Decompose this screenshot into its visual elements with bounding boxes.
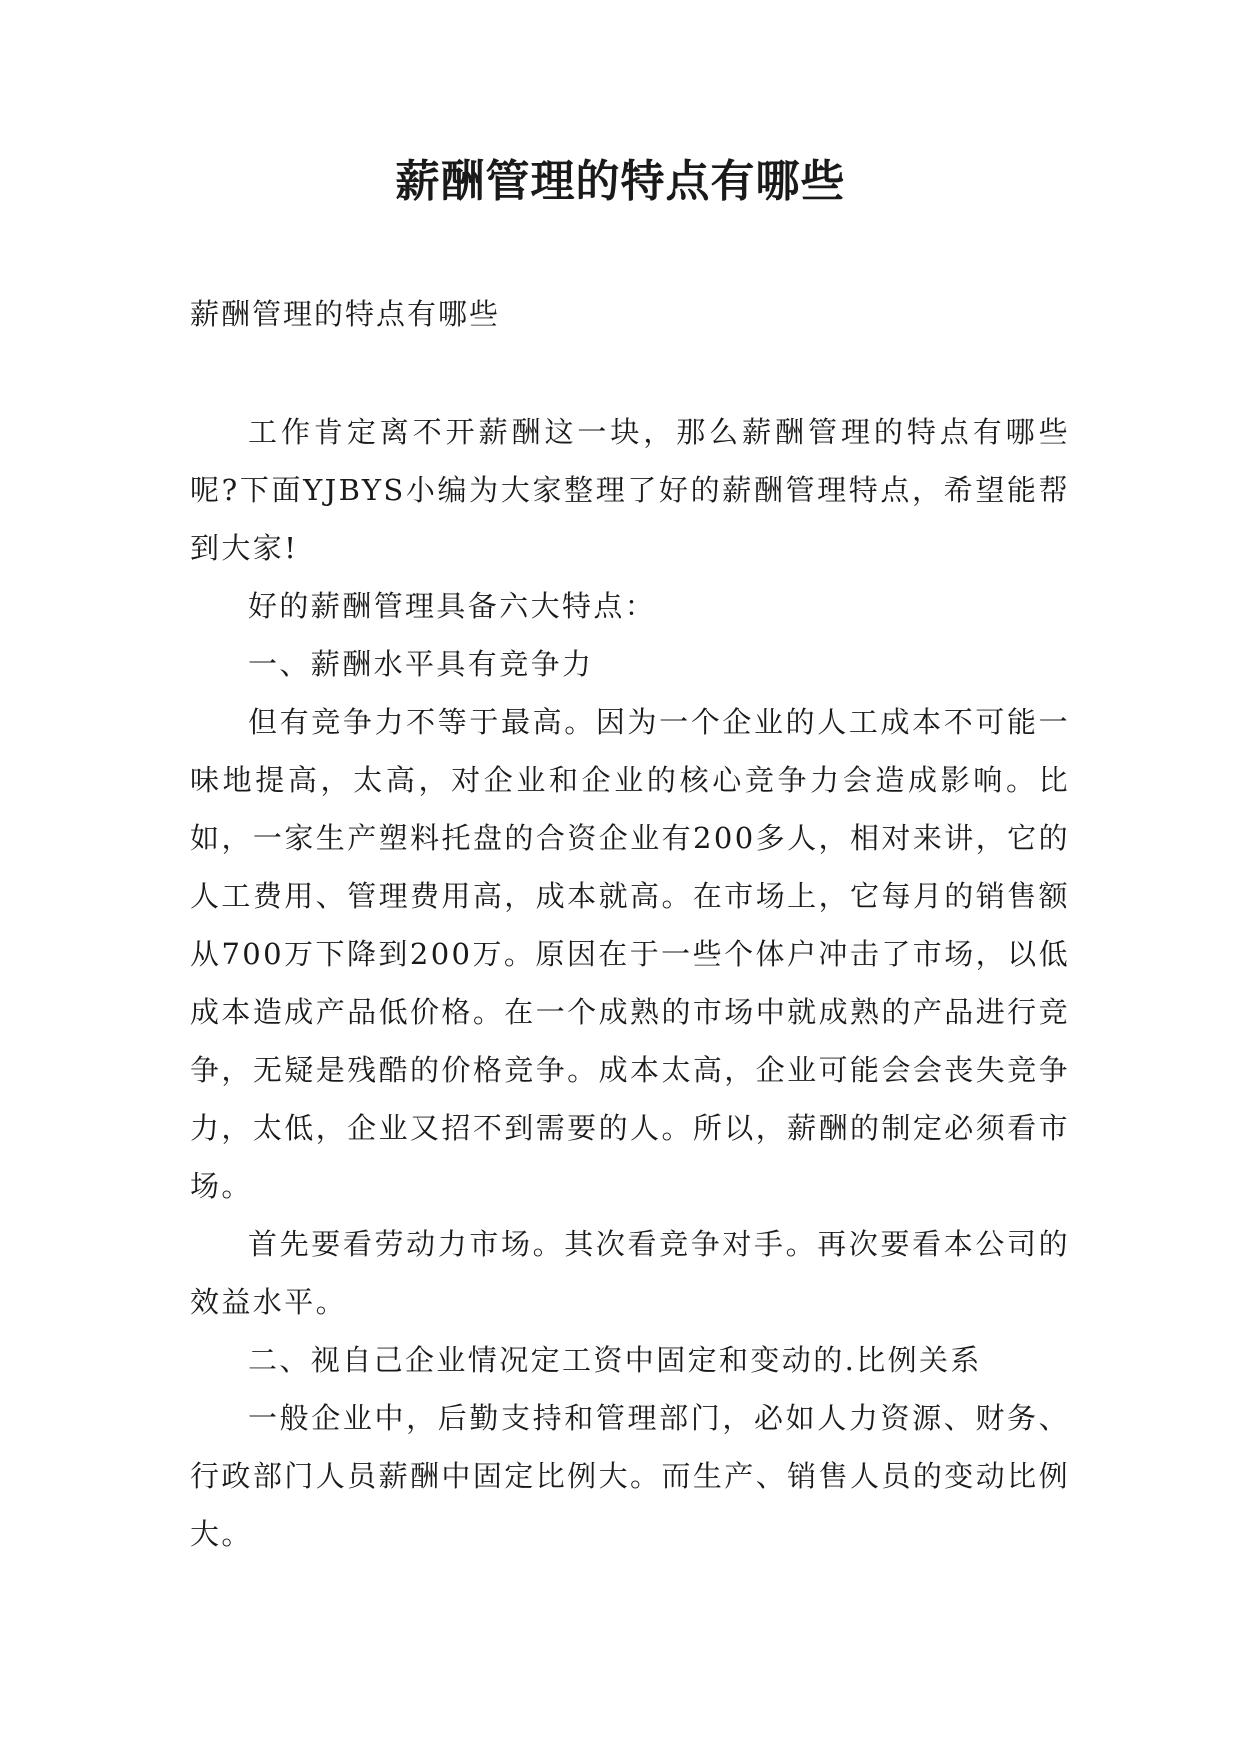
paragraph-market-factors: 首先要看劳动力市场。其次看竞争对手。再次要看本公司的效益水平。 bbox=[190, 1227, 1070, 1319]
section-heading-2: 二、视自己企业情况定工资中固定和变动的.比例关系 bbox=[248, 1343, 982, 1377]
section-heading-1: 一、薪酬水平具有竞争力 bbox=[248, 647, 594, 681]
document-subtitle: 薪酬管理的特点有哪些 bbox=[190, 297, 501, 331]
paragraph-competitiveness: 但有竞争力不等于最高。因为一个企业的人工成本不可能一味地提高，太高，对企业和企业的核心竞争力会造成影响。比如，一家生产塑料托盘的合资企业有200多人，相对来讲，它的人工费用、管理费用高，成本就高。在市场上，它每月的销售额从700万下降到200万。原因在于一些个体户冲击了市场，以低成本造成产品低价格。在一个成熟的市场中就成熟的产品进行竞争，无疑是残酷的价格竞争。成本太高，企业可能会会丧失竞争力，太低，企业又招不到需要的人。所以，薪酬的制定必须看市场。 bbox=[190, 705, 1070, 1203]
paragraph-six-features: 好的薪酬管理具备六大特点： bbox=[248, 589, 657, 623]
paragraph-fixed-variable-ratio: 一般企业中，后勤支持和管理部门，必如人力资源、财务、行政部门人员薪酬中固定比例大。而生产、销售人员的变动比例大。 bbox=[190, 1401, 1070, 1551]
document-body bbox=[190, 403, 1070, 1563]
paragraph-intro: 工作肯定离不开薪酬这一块，那么薪酬管理的特点有哪些呢?下面YJBYS小编为大家整理了好的薪酬管理特点，希望能帮到大家! bbox=[190, 415, 1070, 565]
document-title: 薪酬管理的特点有哪些 bbox=[395, 156, 846, 207]
